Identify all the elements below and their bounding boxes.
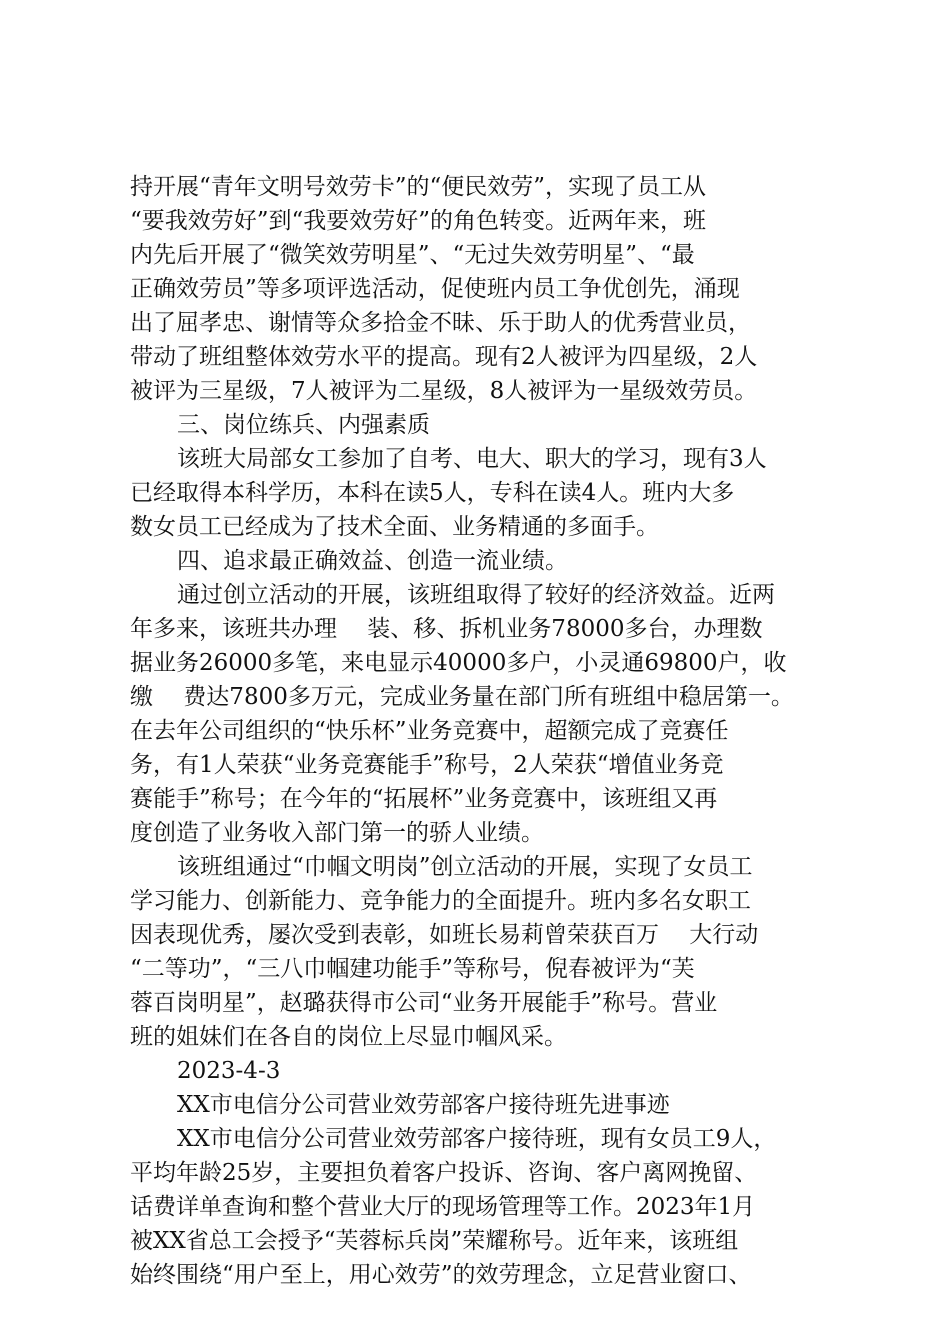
document-date: 2023-4-3: [177, 1058, 281, 1084]
paragraph-line: 务，有1人荣获“业务竞赛能手”称号，2人荣获“增值业务竞: [130, 752, 724, 778]
document-body: [130, 170, 850, 1292]
paragraph-line: 赛能手”称号；在今年的“拓展杯”业务竞赛中，该班组又再: [130, 786, 718, 812]
paragraph-line: 蓉百岗明星”，赵璐获得市公司“业务开展能手”称号。营业: [130, 990, 718, 1016]
document-title: XX市电信分公司营业效劳部客户接待班先进事迹: [177, 1092, 670, 1118]
paragraph-line: 因表现优秀，屡次受到表彰，如班长易莉曾荣获百万 大行动: [130, 922, 759, 948]
paragraph-line: 话费详单查询和整个营业大厅的现场管理等工作。2023年1月: [130, 1194, 756, 1220]
paragraph-line: 班的姐妹们在各自的岗位上尽显巾帼风采。: [130, 1024, 567, 1050]
paragraph-line: 该班大局部女工参加了自考、电大、职大的学习，现有3人: [177, 446, 767, 472]
paragraph-line: 被XX省总工会授予“芙蓉标兵岗”荣耀称号。近年来，该班组: [130, 1228, 739, 1254]
paragraph-line: 数女员工已经成为了技术全面、业务精通的多面手。: [130, 514, 659, 540]
section-heading: 三、岗位练兵、内强素质: [177, 412, 430, 438]
paragraph-line: 平均年龄25岁，主要担负着客户投诉、咨询、客户离网挽留、: [130, 1160, 758, 1186]
paragraph-line: 出了屈孝忠、谢情等众多拾金不昧、乐于助人的优秀营业员，: [130, 310, 751, 336]
paragraph-line: “要我效劳好”到“我要效劳好”的角色转变。近两年来，班: [130, 208, 707, 234]
paragraph-line: 学习能力、创新能力、竞争能力的全面提升。班内多名女职工: [130, 888, 751, 914]
paragraph-line: XX市电信分公司营业效劳部客户接待班，现有女员工9人，: [177, 1126, 777, 1152]
paragraph-line: 通过创立活动的开展，该班组取得了较好的经济效益。近两: [177, 582, 775, 608]
paragraph-line: 度创造了业务收入部门第一的骄人业绩。: [130, 820, 544, 846]
paragraph-line: 始终围绕“用户至上，用心效劳”的效劳理念，立足营业窗口、: [130, 1262, 752, 1288]
paragraph-line: 在去年公司组织的“快乐杯”业务竞赛中，超额完成了竞赛任: [130, 718, 729, 744]
paragraph-line: 该班组通过“巾帼文明岗”创立活动的开展，实现了女员工: [177, 854, 753, 880]
paragraph-line: 正确效劳员”等多项评选活动，促使班内员工争优创先，涌现: [130, 276, 740, 302]
paragraph-line: “二等功”，“三八巾帼建功能手”等称号，倪春被评为“芙: [130, 956, 695, 982]
paragraph-line: 据业务26000多笔，来电显示40000多户，小灵通69800户，收: [130, 650, 787, 676]
section-heading: 四、追求最正确效益、创造一流业绩。: [177, 548, 568, 574]
paragraph-line: 缴 费达7800多万元，完成业务量在部门所有班组中稳居第一。: [130, 684, 794, 710]
paragraph-line: 持开展“青年文明号效劳卡”的“便民效劳”，实现了员工从: [130, 174, 707, 200]
paragraph-line: 带动了班组整体效劳水平的提高。现有2人被评为四星级，2人: [130, 344, 758, 370]
paragraph-line: 年多来，该班共办理 装、移、拆机业务78000多台，办理数: [130, 616, 763, 642]
paragraph-line: 已经取得本科学历，本科在读5人，专科在读4人。班内大多: [130, 480, 735, 506]
paragraph-line: 被评为三星级，7人被评为二星级，8人被评为一星级效劳员。: [130, 378, 758, 404]
paragraph-line: 内先后开展了“微笑效劳明星”、“无过失效劳明星”、“最: [130, 242, 695, 268]
